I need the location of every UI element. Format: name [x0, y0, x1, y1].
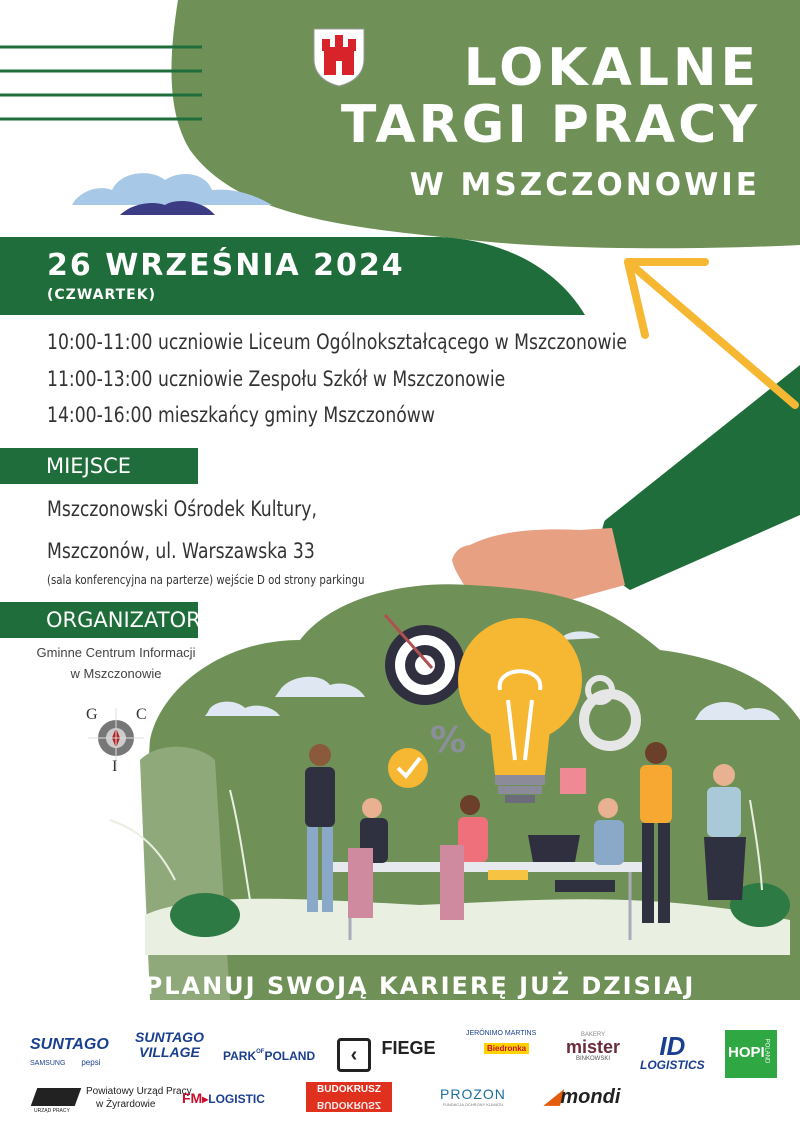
logistic-text: LOGISTIC	[208, 1092, 265, 1106]
schedule-line-3: 14:00-16:00 mieszkańcy gminy Mszczonóww	[47, 403, 435, 427]
title-line-1: LOKALNE	[463, 38, 760, 98]
jeronimo-martins-logo	[466, 1030, 536, 1056]
fiege-text: FIEGE	[381, 1038, 436, 1058]
gci-letter-c: C	[136, 706, 147, 723]
pup-arrow-icon	[31, 1088, 82, 1106]
pup-line-2: w Żyrardowie	[96, 1099, 156, 1110]
fm-text: FM	[182, 1090, 203, 1106]
place-line-2: Mszczonów, ul. Warszawska 33	[47, 539, 315, 563]
place-note: (sala konferencyjna na parterze) wejście D od strony parkingu	[47, 573, 365, 587]
mondi-logo	[545, 1084, 620, 1109]
budokrusz-logo: BUDOKRUSZ BUDOKRUSZ	[306, 1082, 392, 1112]
park-of-text: OF	[256, 1049, 265, 1055]
gci-letter-g: G	[86, 706, 98, 723]
fiege-chevron-icon: ‹	[337, 1038, 371, 1072]
suntago-logo	[30, 1036, 109, 1067]
hopi-logo	[725, 1030, 777, 1078]
suntago-village-text-1: SUNTAGO	[135, 1029, 204, 1045]
schedule-line-1: 10:00-11:00 uczniowie Liceum Ogólnokształcącego w Mszczonowie	[47, 330, 627, 354]
place-label: MIEJSCE	[0, 448, 198, 484]
prozon-text: PROZON	[440, 1086, 506, 1102]
samsung-text: SAMSUNG	[30, 1060, 66, 1067]
place-line-1: Mszczonowski Ośrodek Kultury,	[47, 497, 317, 521]
logistics-text: LOGISTICS	[640, 1058, 705, 1072]
park-of-poland-logo	[223, 1049, 315, 1063]
title-line-2: TARGI PRACY	[340, 95, 760, 155]
id-logistics-logo	[640, 1031, 705, 1072]
prozon-logo	[440, 1086, 506, 1107]
fm-logistic-logo: FM▸LOGISTIC	[182, 1090, 265, 1106]
biedronka-text: Biedronka	[484, 1043, 529, 1054]
budokrusz-text: BUDOKRUSZ	[317, 1084, 381, 1095]
jeronimo-text: JERÓNIMO MARTINS	[466, 1030, 537, 1037]
organizer-name-line-2: w Mszczonowie	[70, 666, 162, 681]
mondi-text: mondi	[560, 1086, 621, 1108]
id-text: ID	[659, 1031, 686, 1061]
hopi-text: HOPI	[728, 1044, 765, 1061]
event-weekday: (CZWARTEK)	[47, 287, 156, 303]
gci-letter-i: I	[112, 758, 118, 775]
pup-small-text: URZĄD PRACY	[34, 1108, 70, 1114]
svg-text:%: %	[430, 720, 467, 761]
mister-logo	[566, 1032, 620, 1062]
pepsi-text: pepsi	[81, 1058, 101, 1067]
hopi-poland-text: POLAND	[763, 1038, 770, 1064]
mister-text: mister	[566, 1037, 621, 1057]
gci-logo	[80, 700, 152, 778]
pup-line-1: Powiatowy Urząd Pracy	[86, 1086, 192, 1097]
suntago-village-logo	[135, 1030, 204, 1060]
pup-logo	[34, 1086, 192, 1114]
organizer-name-line-1: Gminne Centrum Informacji	[36, 645, 196, 660]
mondi-swoosh-icon: ◢	[545, 1086, 561, 1108]
park-text: PARK	[223, 1049, 257, 1063]
suntago-text: SUNTAGO	[30, 1036, 109, 1053]
organizer-label: ORGANIZATOR	[0, 602, 198, 638]
coat-of-arms-logo	[312, 27, 366, 87]
suntago-village-text-2: VILLAGE	[139, 1044, 200, 1060]
mister-top-text: BAKERY	[580, 1032, 606, 1038]
fiege-logo	[337, 1038, 435, 1072]
title-line-3: W MSZCZONOWIE	[409, 167, 760, 203]
slogan: ZAPLANUJ SWOJĄ KARIERĘ JUŻ DZISIAJ	[104, 972, 696, 1000]
schedule-line-2: 11:00-13:00 uczniowie Zespołu Szkół w Mszczonowie	[47, 367, 506, 391]
poland-text: POLAND	[264, 1049, 316, 1063]
mister-bottom-text: BINKOWSKI	[576, 1056, 611, 1062]
prozon-sub-text: FUNDACJA OCHRONY KLIMATU	[442, 1102, 504, 1107]
event-date: 26 WRZEŚNIA 2024	[47, 248, 405, 283]
